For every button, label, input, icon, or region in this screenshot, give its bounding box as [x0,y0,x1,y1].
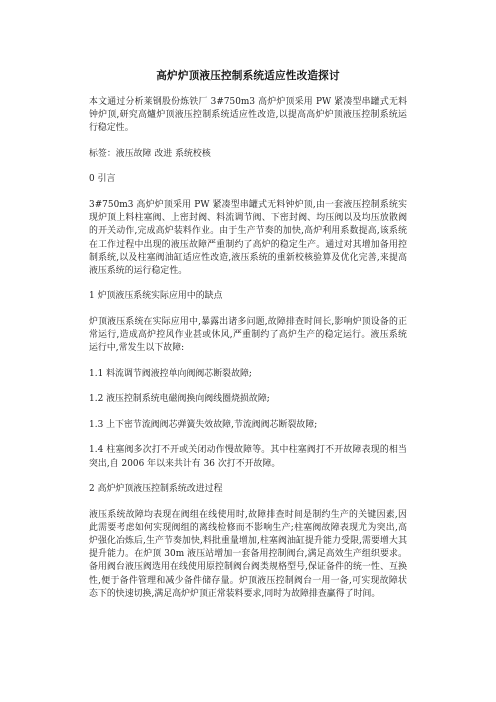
abstract-paragraph: 本文通过分析莱钢股份炼铁厂 3#750m3 高炉炉顶采用 PW 紧凑型串罐式无料钟炉顶,研究高爐炉顶液压控制系统适应性改造,以提高高炉炉顶液压控制系统运行稳定性。 [89,97,407,134]
document-body [89,96,407,613]
section-heading-2: 2 高炉炉顶液压控制系统改进过程 [89,484,223,495]
body-paragraph: 液压系统故障均表现在阀组在线使用时,故障排查时间是制约生产的关键因素,因此需要考虑如何实现阀组的离线检修而不影响生产;柱塞阀故障表现尤为突出,高炉强化冶炼后,生产节奏加快,料批重量增加,柱塞阀油缸提升能力受限,需要增大其提升能力。在炉顶 30m 液压站增加一套备用控制阀台,满足高效生产组织要求。备用阀台液压阀选用在线使用原控制阀台阀类规格型号,保证备件的统一性、互换性,便于备件管理和减少备件储存量。炉顶液压控制阀台一用一备,可实现故障状态下的快速切换,满足高炉炉顶正常装料要求,同时为故障排查赢得了时间。 [89,509,407,599]
list-item-1-3: 1.3 上下密节流阀阀芯弹簧失效故障,节流阀阀芯断裂故障; [89,419,318,430]
list-item-1-4: 1.4 柱塞阀多次打不开或关闭动作慢故障等。其中柱塞阀打不开故障表现的相当突出,自 2006 年以来共计有 36 次打不开故障。 [89,445,407,469]
list-item-1-2: 1.2 液压控制系统电磁阀换向阀线圈烧损故障; [89,394,270,405]
body-paragraph: 3#750m3 高炉炉顶采用 PW 紧凑型串罐式无料钟炉顶,由一套液压控制系统实现炉顶上料柱塞阀、上密封阀、料流调节阀、下密封阀、均压阀以及均压放散阀的开关动作,完成高炉装料作业。由于生产节奏的加快,高炉利用系数提高,该系统在工作过程中出现的液压故障严重制约了高炉的稳定生产。通过对其增加备用控制系统,以及柱塞阀油缸适应性改造,液压系统的重新校核验算及优化完善,来提高液压系统的运行稳定性。 [89,199,407,276]
keywords-line: 标签：液压故障 改进 系统校核 [89,148,211,159]
body-paragraph: 炉顶液压系统在实际应用中,暴露出诸多问题,故障排查时间长,影响炉顶设备的正常运行,造成高炉控风作业甚或休风,严重制约了高炉生产的稳定运行。液压系统运行中,常发生以下故障: [89,316,407,354]
page-title: 高炉炉顶液压控制系统适应性改造探讨 [156,70,340,82]
section-heading-1: 1 炉顶液压系统实际应用中的缺点 [89,291,223,302]
section-heading-intro: 0 引言 [89,174,116,185]
list-item-1-1: 1.1 料流调节阀液控单向阀阀芯断裂故障; [89,368,252,379]
